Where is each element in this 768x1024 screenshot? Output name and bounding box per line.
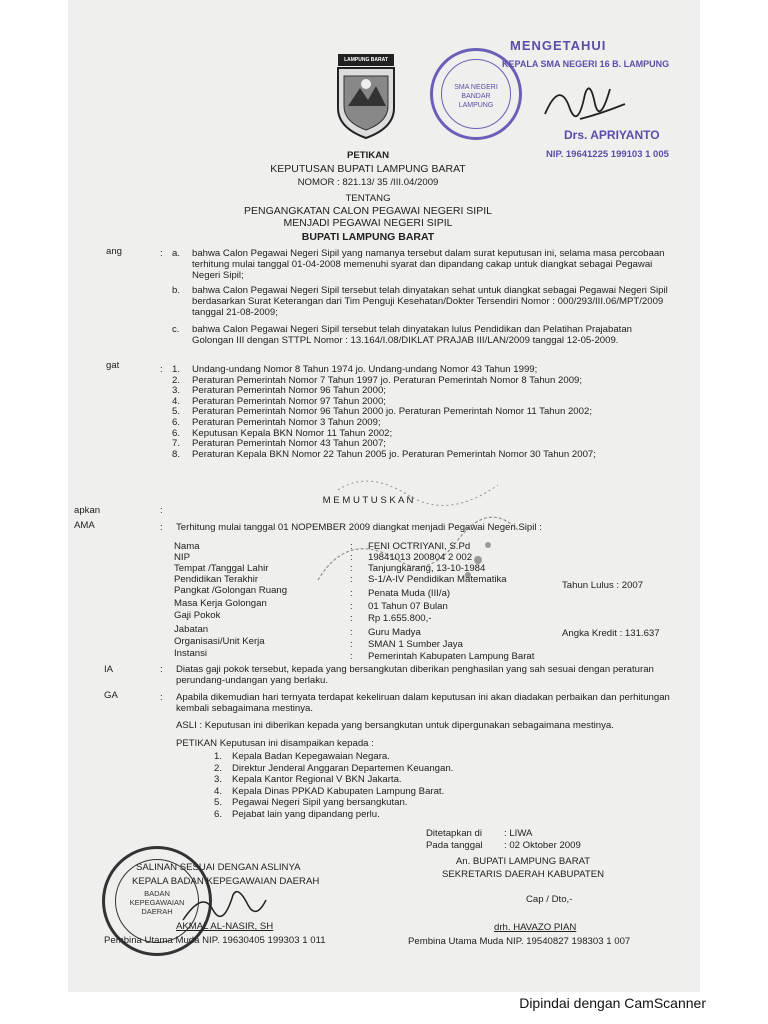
list-item: 2. Direktur Jenderal Anggaran Departemen Keuangan. [214, 762, 454, 774]
cap-dto: Cap / Dto,- [526, 894, 573, 905]
ttl-colon: : [350, 563, 353, 574]
ketiga-colon: : [160, 692, 163, 703]
gaji-value: Rp 1.655.800,- [368, 613, 432, 624]
approval-stamp [422, 36, 672, 166]
menimbang-colon: : [160, 248, 163, 259]
nip-label: NIP [174, 552, 190, 563]
approval-name: Drs. APRIYANTO [564, 128, 660, 142]
list-item: 5. Pegawai Negeri Sipil yang bersangkutan. [214, 797, 408, 808]
nip-value: 19841013 200804 2 002 [368, 552, 473, 563]
menetapkan-label: apkan [74, 505, 101, 516]
copy-nip: Pembina Utama Muda NIP. 19630405 199303 1 011 [104, 935, 326, 946]
masa-kerja-value: 01 Tahun 07 Bulan [368, 601, 448, 612]
ttl-value: Tanjungkarang, 13-10-1984 [368, 563, 486, 574]
menimbang-letter-b: b. [172, 285, 181, 296]
instansi-colon: : [350, 651, 353, 662]
menetapkan-colon: : [160, 505, 163, 516]
instansi-value: Pemerintah Kabupaten Lampung Barat [368, 651, 535, 662]
approval-nip: NIP. 19641225 199103 1 005 [546, 149, 669, 160]
list-item: 5. Peraturan Pemerintah Nomor 96 Tahun 2000 jo. Peraturan Pemerintah Nomor 11 Tahun 2002; [172, 406, 592, 418]
organisasi-label: Organisasi/Unit Kerja [174, 636, 265, 647]
mengingat-colon: : [160, 364, 163, 375]
ketiga-label: GA [104, 690, 118, 701]
tanggal-value: : 02 Oktober 2009 [504, 840, 581, 851]
pertama-colon: : [160, 522, 163, 533]
pendidikan-label: Pendidikan Terakhir [174, 574, 259, 585]
pendidikan-value: S-1/A-IV Pendidikan Matematika [368, 574, 507, 585]
nama-value: FENI OCTRIYANI, S.Pd [368, 541, 471, 552]
decree-title: KEPUTUSAN BUPATI LAMPUNG BARAT [270, 163, 466, 175]
ditetapkan-value: : LIWA [504, 828, 533, 839]
menimbang-text-b: bahwa Calon Pegawai Negeri Sipil tersebut telah dinyatakan sehat untuk diangkat sebagai Pegawai Negeri Sipil berdasarkan Surat Keterangan dari Tim Penguji Kesehatan/Dokter Tersendiri Nomor : 000/293/III.06/MPT/2009 tanggal 21-08-2009; [192, 285, 668, 318]
nip-colon: : [350, 552, 353, 563]
list-item: 3. Kepala Kantor Regional V BKN Jakarta. [214, 774, 402, 785]
angka-kredit: Angka Kredit : 131.637 [562, 628, 660, 639]
list-item: 1. Kepala Badan Kepegawaian Negara. [214, 751, 390, 762]
pangkat-label: Pangkat /Golongan Ruang [174, 585, 288, 596]
pendidikan-colon: : [350, 574, 353, 585]
list-item: 1. Undang-undang Nomor 8 Tahun 1974 jo. Undang-undang Nomor 43 Tahun 1999; [172, 364, 538, 375]
jabatan-label: Jabatan [174, 624, 209, 635]
petikan-intro: PETIKAN Keputusan ini disampaikan kepada : [176, 738, 374, 749]
gaji-colon: : [350, 613, 353, 624]
menimbang-label: ang [106, 246, 123, 257]
organisasi-colon: : [350, 639, 353, 650]
sekda-title: SEKRETARIS DAERAH KABUPATEN [441, 869, 605, 880]
list-item: 2. Peraturan Pemerintah Nomor 7 Tahun 1997 jo. Peraturan Pemerintah Nomor 8 Tahun 2009; [172, 374, 583, 386]
doc-title: PETIKAN [346, 150, 390, 161]
nama-colon: : [350, 541, 353, 552]
tanggal-label: Pada tanggal [426, 840, 483, 851]
list-item: 6. Pejabat lain yang dipandang perlu. [214, 808, 380, 820]
kedua-colon: : [160, 664, 163, 675]
subject-line-3: BUPATI LAMPUNG BARAT [301, 231, 435, 243]
memutuskan-title: M E M U T U S K A N [322, 495, 414, 506]
signer-nip: Pembina Utama Muda NIP. 19540827 198303 1 007 [408, 936, 631, 947]
pertama-label: AMA [74, 520, 95, 531]
camscanner-footer: Dipindai dengan CamScanner [519, 995, 706, 1011]
jabatan-value: Guru Madya [368, 627, 421, 638]
masa-kerja-label: Masa Kerja Golongan [174, 598, 267, 609]
approval-header: MENGETAHUI [510, 38, 607, 53]
approval-role: KEPALA SMA NEGERI 16 B. LAMPUNG [502, 59, 670, 69]
emblem-label: LAMPUNG BARAT [344, 57, 388, 63]
list-item: 7. Peraturan Pemerintah Nomor 43 Tahun 2007; [172, 438, 386, 450]
petikan-list [214, 751, 514, 820]
list-item: 4. Peraturan Pemerintah Nomor 97 Tahun 2000; [172, 395, 386, 407]
signer-name: drh. HAVAZO PIAN [494, 922, 577, 933]
mengingat-label: gat [106, 360, 120, 371]
menimbang-text-c: bahwa Calon Pegawai Negeri Sipil tersebut telah dinyatakan lulus Pendidikan dan Pelatihan Prajabatan Golongan III dengan STTPL Nomor : 13.164/I.08/DIKLAT PRAJAB III/LAN/2009 tanggal 12-05-2009. [192, 324, 633, 346]
pangkat-value: Penata Muda (III/a) [368, 588, 451, 599]
subject-line-2: MENJADI PEGAWAI NEGERI SIPIL [283, 217, 453, 229]
copy-seal-text: BADAN KEPEGAWAIAN DAERAH [129, 889, 185, 916]
nama-label: Nama [174, 541, 200, 552]
copy-line-1: SALINAN SESUAI DENGAN ASLINYA [136, 862, 301, 873]
mengingat-list [172, 364, 672, 459]
menimbang-letter-c: c. [172, 324, 180, 335]
tahun-lulus: Tahun Lulus : 2007 [562, 580, 644, 591]
jabatan-colon: : [350, 627, 353, 638]
about-label: TENTANG [345, 193, 391, 204]
instansi-label: Instansi [174, 648, 208, 659]
list-item: 8. Peraturan Kepala BKN Nomor 22 Tahun 2005 jo. Peraturan Pemerintah Nomor 30 Tahun 2007; [172, 448, 596, 460]
decree-number: NOMOR : 821.13/ 35 /III.04/2009 [297, 177, 439, 188]
ttl-label: Tempat /Tanggal Lahir [174, 563, 269, 574]
lampung-barat-emblem [330, 50, 402, 140]
pangkat-colon: : [350, 588, 353, 599]
pertama-text: Terhitung mulai tanggal 01 NOPEMBER 2009 diangkat menjadi Pegawai Negeri Sipil : [176, 522, 542, 533]
list-item: 6. Peraturan Pemerintah Nomor 3 Tahun 2009; [172, 416, 381, 428]
gaji-label: Gaji Pokok [174, 610, 221, 621]
masa-kerja-colon: : [350, 601, 353, 612]
kedua-label: IA [104, 664, 114, 675]
an-bupati: An. BUPATI LAMPUNG BARAT [455, 856, 591, 867]
approval-seal-text: SMA NEGERI BANDAR LAMPUNG [454, 84, 498, 109]
ditetapkan-label: Ditetapkan di [426, 828, 482, 839]
list-item: 3. Peraturan Pemerintah Nomor 96 Tahun 2000; [172, 385, 386, 397]
ketiga-text: Apabila dikemudian hari ternyata terdapat kekeliruan dalam keputusan ini akan diadakan perbaikan dan perhitungan kembali sebagaimana mestinya. [176, 692, 670, 714]
approval-signature [540, 74, 630, 134]
menimbang-text-a: bahwa Calon Pegawai Negeri Sipil yang namanya tersebut dalam surat keputusan ini, selama masa percobaan terhitung mulai tanggal 01-04-2008 memenuhi syarat dan dipandang cakap untuk diangkat sebagai Pegawai Negeri Sipil; [192, 248, 665, 281]
menimbang-letter-a: a. [172, 248, 181, 259]
organisasi-value: SMAN 1 Sumber Jaya [368, 639, 463, 650]
asli-text: ASLI : Keputusan ini diberikan kepada yang bersangkutan untuk dipergunakan sebagaimana mestinya. [176, 720, 614, 731]
copy-line-2: KEPALA BADAN KEPEGAWAIAN DAERAH [132, 876, 320, 887]
list-item: 4. Kepala Dinas PPKAD Kabupaten Lampung Barat. [214, 785, 445, 797]
kedua-text: Diatas gaji pokok tersebut, kepada yang bersangkutan diberikan penghasilan yang sah sesuai dengan peraturan perundang-undangan yang berlaku. [176, 664, 654, 686]
copy-name: AKMAL AL-NASIR, SH [176, 921, 274, 932]
subject-line-1: PENGANGKATAN CALON PEGAWAI NEGERI SIPIL [244, 205, 492, 217]
scanned-document [68, 0, 700, 992]
list-item: 6. Keputusan Kepala BKN Nomor 11 Tahun 2002; [172, 427, 393, 439]
